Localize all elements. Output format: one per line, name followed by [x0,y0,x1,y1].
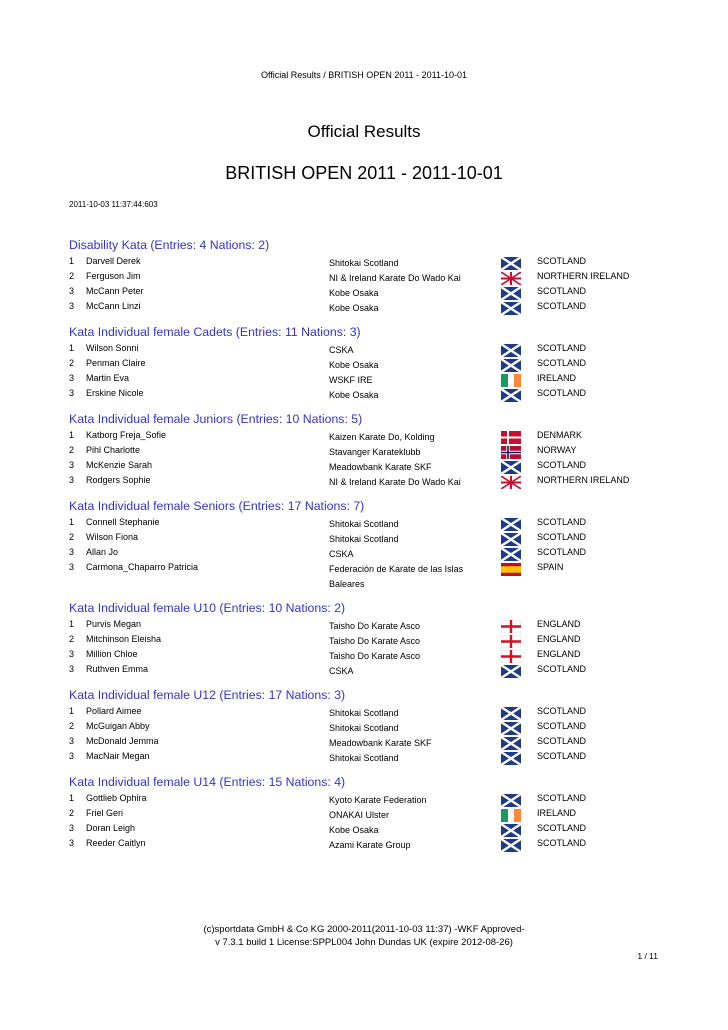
scotland-flag-icon [501,794,521,807]
scotland-flag-icon [501,257,521,270]
nation: SCOTLAND [537,721,587,731]
club-name: Azami Karate Group [329,840,411,850]
rank: 3 [69,460,75,470]
nation: DENMARK [537,430,583,440]
event-title: BRITISH OPEN 2011 - 2011-10-01 [225,163,503,183]
result-row [69,286,669,301]
nation: SCOTLAND [537,256,587,266]
result-row [69,256,669,271]
scotland-flag-icon [501,707,521,720]
nation: SCOTLAND [537,460,587,470]
category-title: Kata Individual female Seniors (Entries: 17 Nations: 7) [69,499,365,513]
nation: SCOTLAND [537,343,587,353]
club-name: Shitokai Scotland [329,519,399,529]
page-title: Official Results [307,122,421,141]
scotland-flag-icon [501,737,521,750]
nation: NORWAY [537,445,577,455]
result-row [69,517,669,532]
competitor-name: Martin Eva [86,373,130,383]
rank: 3 [69,664,75,674]
scotland-flag-icon [501,665,521,678]
club-name: Kobe Osaka [329,390,379,400]
result-row [69,649,669,664]
result-row [69,706,669,721]
scotland-flag-icon [501,839,521,852]
competitor-name: McCann Peter [86,286,144,296]
rank: 1 [69,343,75,353]
nation: SCOTLAND [537,301,587,311]
competitor-name: Wilson Sonni [86,343,139,353]
club-name: Taisho Do Karate Asco [329,621,421,631]
club-name: Kobe Osaka [329,288,379,298]
scotland-flag-icon [501,302,521,315]
page-number: 1 / 11 [637,951,658,961]
rank: 3 [69,286,75,296]
club-name: Shitokai Scotland [329,708,399,718]
scotland-flag-icon [501,533,521,546]
scotland-flag-icon [501,548,521,561]
spain-flag-icon [501,563,521,576]
nation: SCOTLAND [537,388,587,398]
northern-ireland-flag-icon [501,272,521,285]
club-name: Meadowbank Karate SKF [329,462,432,472]
scotland-flag-icon [501,518,521,531]
club-name: Kyoto Karate Federation [329,795,427,805]
rank: 3 [69,562,75,572]
competitor-name: Purvis Megan [86,619,142,629]
club-name: CSKA [329,666,354,676]
nation: SCOTLAND [537,706,587,716]
competitor-name: Wilson Fiona [86,532,139,542]
club-name: Meadowbank Karate SKF [329,738,432,748]
competitor-name: Mitchinson Eleisha [86,634,162,644]
result-row [69,619,669,634]
competitor-name: Ferguson Jim [86,271,141,281]
competitor-name: Darvell Derek [86,256,141,266]
nation: SCOTLAND [537,838,587,848]
competitor-name: Gottlieb Ophira [86,793,147,803]
club-name: Shitokai Scotland [329,753,399,763]
rank: 3 [69,373,75,383]
category-title: Kata Individual female U10 (Entries: 10 Nations: 2) [69,601,346,615]
footer [0,923,728,949]
scotland-flag-icon [501,722,521,735]
competitor-name: Erskine Nicole [86,388,144,398]
club-name: Taisho Do Karate Asco [329,651,421,661]
competitor-name: Carmona_Chaparro Patricia [86,562,199,572]
rank: 1 [69,256,75,266]
rank: 2 [69,532,75,542]
page-header: Official Results / BRITISH OPEN 2011 - 2011-10-01 [260,70,468,80]
rank: 2 [69,808,75,818]
competitor-name: Allan Jo [86,547,119,557]
competitor-name: McDonald Jemma [86,736,159,746]
nation: SPAIN [537,562,564,572]
footer-line-2: v 7.3.1 build 1 License:SPPL004 John Dundas UK (expire 2012-08-26) [215,937,513,948]
nation: NORTHERN IRELAND [537,475,630,485]
nation: SCOTLAND [537,358,587,368]
club-name: Stavanger Karateklubb [329,447,421,457]
result-row [69,445,669,460]
result-row [69,388,669,403]
club-name: Kobe Osaka [329,825,379,835]
competitor-name: Pihl Charlotte [86,445,141,455]
club-name: CSKA [329,345,354,355]
result-row [69,301,669,316]
category-title: Disability Kata (Entries: 4 Nations: 2) [69,238,270,252]
scotland-flag-icon [501,344,521,357]
competitor-name: Rodgers Sophie [86,475,151,485]
rank: 1 [69,517,75,527]
result-row [69,838,669,853]
result-row [69,793,669,808]
rank: 3 [69,736,75,746]
rank: 3 [69,751,75,761]
result-row [69,460,669,475]
nation: SCOTLAND [537,517,587,527]
result-row [69,751,669,766]
club-name: Kobe Osaka [329,303,379,313]
club-name: ONAKAI Ulster [329,810,390,820]
result-row [69,271,669,286]
nation: IRELAND [537,808,577,818]
rank: 2 [69,721,75,731]
scotland-flag-icon [501,824,521,837]
nation: ENGLAND [537,619,581,629]
club-name: Shitokai Scotland [329,258,399,268]
timestamp: 2011-10-03 11:37:44:603 [69,200,158,209]
england-flag-icon [501,635,521,648]
rank: 3 [69,838,75,848]
nation: SCOTLAND [537,793,587,803]
category-title: Kata Individual female U12 (Entries: 17 Nations: 3) [69,688,346,702]
nation: SCOTLAND [537,547,587,557]
scotland-flag-icon [501,287,521,300]
nation: SCOTLAND [537,664,587,674]
rank: 1 [69,706,75,716]
result-row [69,475,669,490]
rank: 1 [69,430,75,440]
club-name: Kaizen Karate Do, Kolding [329,432,435,442]
rank: 2 [69,445,75,455]
footer-line-1: (c)sportdata GmbH & Co KG 2000-2011(2011-10-03 11:37) -WKF Approved- [203,924,525,935]
scotland-flag-icon [501,359,521,372]
result-row [69,634,669,649]
scotland-flag-icon [501,461,521,474]
result-row [69,562,669,589]
ireland-flag-icon [501,374,521,387]
result-row [69,664,669,679]
result-row [69,736,669,751]
scotland-flag-icon [501,389,521,402]
nation: IRELAND [537,373,577,383]
competitor-name: Ruthven Emma [86,664,149,674]
club-name: CSKA [329,549,354,559]
competitor-name: Doran Leigh [86,823,136,833]
rank: 1 [69,793,75,803]
competitor-name: Katborg Freja_Sofie [86,430,167,440]
norway-flag-icon [501,446,521,459]
result-row [69,721,669,736]
competitor-name: McKenzie Sarah [86,460,153,470]
england-flag-icon [501,620,521,633]
club-name: NI & Ireland Karate Do Wado Kai [329,273,461,283]
result-row [69,373,669,388]
denmark-flag-icon [501,431,521,444]
rank: 1 [69,619,75,629]
competitor-name: MacNair Megan [86,751,150,761]
nation: NORTHERN IRELAND [537,271,630,281]
competitor-name: McCann Linzi [86,301,141,311]
rank: 2 [69,358,75,368]
competitor-name: Million Chloe [86,649,138,659]
club-name: Kobe Osaka [329,360,379,370]
club-name: Federación de Karate de las Islas Baleares [329,564,464,589]
rank: 3 [69,475,75,485]
nation: ENGLAND [537,634,581,644]
result-row [69,358,669,373]
competitor-name: Penman Claire [86,358,146,368]
rank: 3 [69,547,75,557]
rank: 3 [69,301,75,311]
competitor-name: Friel Geri [86,808,124,818]
rank: 3 [69,649,75,659]
nation: SCOTLAND [537,286,587,296]
club-name: NI & Ireland Karate Do Wado Kai [329,477,461,487]
result-row [69,343,669,358]
rank: 2 [69,271,75,281]
scotland-flag-icon [501,752,521,765]
nation: SCOTLAND [537,823,587,833]
category-title: Kata Individual female Cadets (Entries: 11 Nations: 3) [69,325,361,339]
nation: SCOTLAND [537,736,587,746]
competitor-name: Reeder Caitlyn [86,838,146,848]
result-row [69,547,669,562]
rank: 2 [69,634,75,644]
northern-ireland-flag-icon [501,476,521,489]
club-name: Taisho Do Karate Asco [329,636,421,646]
nation: ENGLAND [537,649,581,659]
rank: 3 [69,388,75,398]
category-title: Kata Individual female U14 (Entries: 15 Nations: 4) [69,775,346,789]
category-title: Kata Individual female Juniors (Entries: 10 Nations: 5) [69,412,363,426]
club-name: Shitokai Scotland [329,723,399,733]
result-row [69,823,669,838]
competitor-name: Connell Stephanie [86,517,160,527]
club-name: WSKF IRE [329,375,373,385]
competitor-name: Pollard Aimee [86,706,142,716]
nation: SCOTLAND [537,532,587,542]
competitor-name: McGuigan Abby [86,721,150,731]
nation: SCOTLAND [537,751,587,761]
result-row [69,808,669,823]
ireland-flag-icon [501,809,521,822]
rank: 3 [69,823,75,833]
england-flag-icon [501,650,521,663]
result-row [69,532,669,547]
result-row [69,430,669,445]
club-name: Shitokai Scotland [329,534,399,544]
